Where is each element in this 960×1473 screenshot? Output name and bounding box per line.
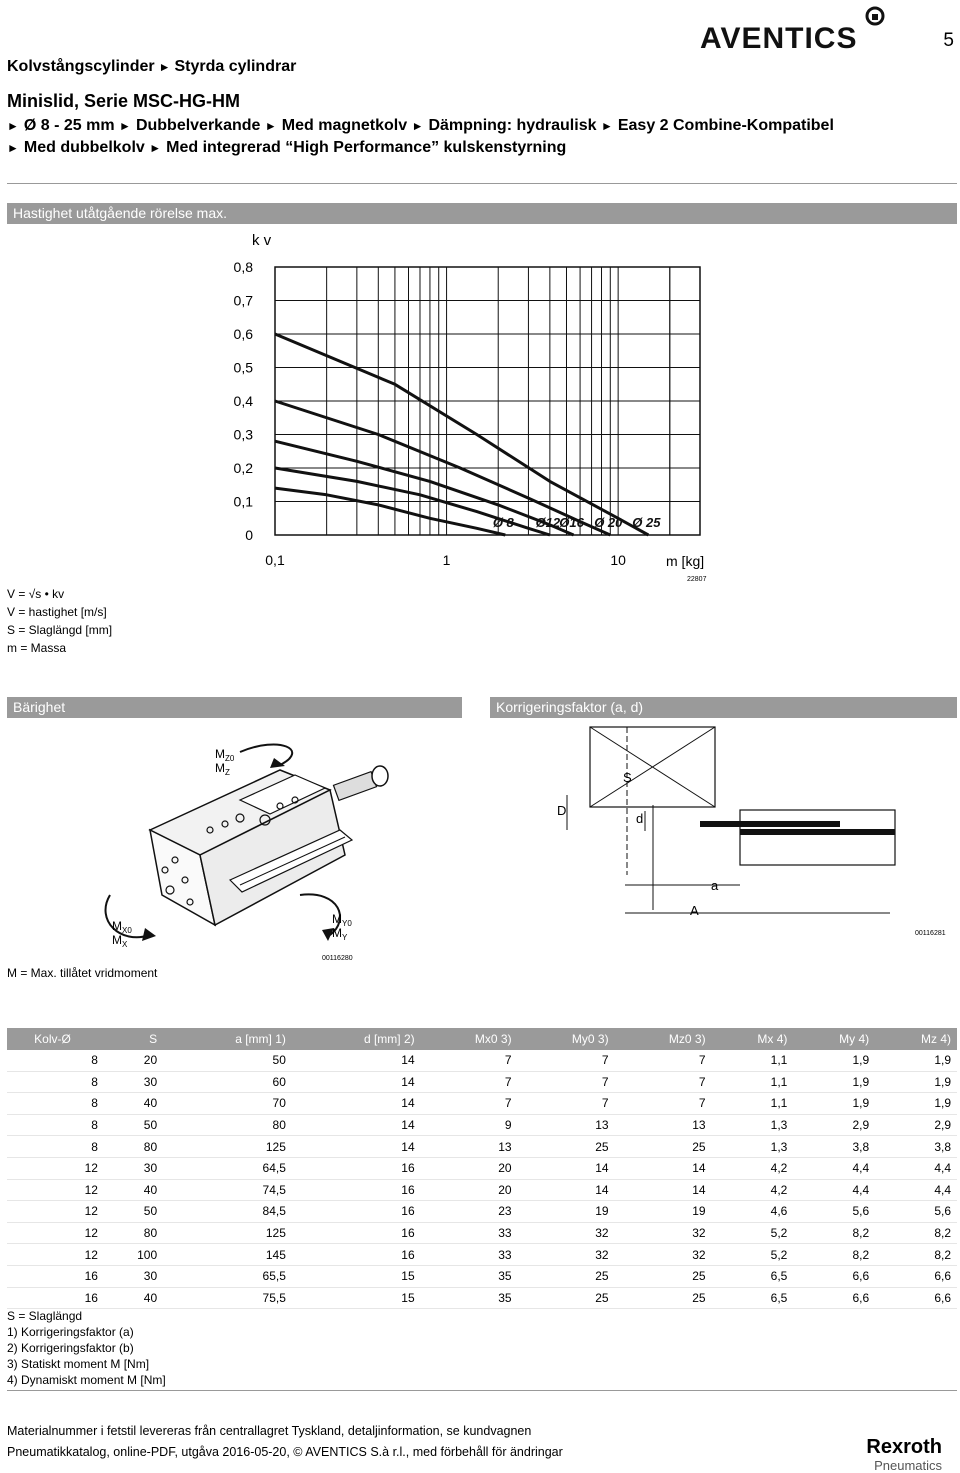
table-cell: 25 [518,1136,615,1158]
y-tick-label: 0,8 [233,259,253,275]
table-cell: 50 [104,1201,163,1223]
figure-code: 00116281 [915,930,946,937]
moment-note: M = Max. tillåtet vridmoment [7,966,158,980]
table-cell: 4,4 [875,1157,957,1179]
table-cell: 60 [163,1071,292,1093]
breadcrumb-item: Styrda cylindrar [174,58,297,75]
table-row [7,1050,957,1071]
feature-item: Med integrerad “High Performance” kulskenstyrning [166,139,567,156]
table-cell: 1,9 [875,1093,957,1115]
feature-item: Dämpning: hydraulisk [428,117,597,134]
label-mx: $M_X$ [112,933,128,949]
table-cell: 8 [7,1114,104,1136]
table-cell: 125 [163,1222,292,1244]
table-cell: 64,5 [163,1157,292,1179]
y-tick-label: 0,6 [233,326,253,342]
table-cell: 25 [615,1265,712,1287]
series-label: Ø 20 [594,515,623,530]
note-line: 4) Dynamiskt moment M [Nm] [7,1373,166,1387]
table-row [7,1071,957,1093]
column-header: Mx 4) [712,1028,794,1050]
table-cell: 13 [518,1114,615,1136]
table-cell: 5,6 [875,1201,957,1223]
label-my0: $M_{Y0}$ [332,912,352,928]
table-cell: 80 [163,1114,292,1136]
data-table [7,1028,957,1309]
label-a-large: A [690,903,699,918]
y-tick-label: 0,7 [233,292,253,309]
series-label: Ø12 [535,515,561,530]
table-cell: 14 [615,1179,712,1201]
rexroth-subbrand: Pneumatics [874,1458,942,1473]
label-mz0: $M_{Z0}$ [215,747,235,763]
table-cell: 6,6 [875,1265,957,1287]
table-cell: 7 [518,1071,615,1093]
table-row [7,1157,957,1179]
table-cell: 14 [292,1071,421,1093]
table-notes [7,1308,166,1388]
table-cell: 5,6 [793,1201,875,1223]
table-cell: 8 [7,1071,104,1093]
table-cell: 14 [292,1136,421,1158]
table-cell: 1,3 [712,1136,794,1158]
table-cell: 30 [104,1265,163,1287]
label-my: $M_Y$ [332,926,348,942]
table-cell: 70 [163,1093,292,1115]
table-cell: 33 [421,1244,518,1266]
table-cell: 14 [615,1157,712,1179]
table-cell: 16 [7,1265,104,1287]
label-d-small: d [636,811,644,826]
table-cell: 20 [104,1050,163,1071]
table-cell: 50 [104,1114,163,1136]
table-cell: 14 [518,1179,615,1201]
table-cell: 84,5 [163,1201,292,1223]
feature-item: Dubbelverkande [135,117,261,134]
x-tick-label: 1 [442,552,451,568]
table-cell: 16 [292,1201,421,1223]
table-cell: 6,6 [793,1287,875,1309]
label-mx0: $M_{X0}$ [112,919,132,935]
table-cell: 1,9 [793,1071,875,1093]
chart-code: 22807 [687,576,707,583]
table-cell: 125 [163,1136,292,1158]
table-cell: 32 [615,1222,712,1244]
table-row [7,1287,957,1309]
rexroth-logo [866,1436,942,1473]
table-cell: 12 [7,1244,104,1266]
table-cell: 12 [7,1179,104,1201]
column-header: Mz0 3) [615,1028,712,1050]
chart-grid [275,267,700,535]
table-cell: 12 [7,1157,104,1179]
legend-line: S = Slaglängd [mm] [7,623,113,637]
table-cell: 6,5 [712,1287,794,1309]
table-cell: 35 [421,1287,518,1309]
correction-diagram [545,725,955,940]
breadcrumb-item: Kolvstångscylinder [7,58,155,75]
page-title: Minislid, Serie MSC-HG-HM [7,91,241,111]
legend-line: m = Massa [7,641,67,655]
table-cell: 16 [292,1222,421,1244]
arrow-icon: ► [411,119,424,133]
column-header: d [mm] 2) [292,1028,421,1050]
table-cell: 14 [292,1093,421,1115]
table-cell: 100 [104,1244,163,1266]
rexroth-brand: Rexroth [866,1436,942,1458]
table-cell: 1,1 [712,1071,794,1093]
table-cell: 2,9 [793,1114,875,1136]
table-cell: 32 [518,1222,615,1244]
table-cell: 7 [615,1050,712,1071]
table-row [7,1179,957,1201]
arrow-icon: ► [600,119,613,133]
column-header: S [104,1028,163,1050]
table-cell: 32 [615,1244,712,1266]
arrow-icon: ► [7,119,19,133]
footer-line: Pneumatikkatalog, online-PDF, utgåva 2016-05-20, © AVENTICS S.à r.l., med förbehåll för ändringar [7,1445,563,1459]
table-cell: 8,2 [875,1244,957,1266]
table-header-row [7,1028,957,1050]
table-cell: 7 [615,1093,712,1115]
label-a-small: a [711,878,719,893]
table-cell: 13 [421,1136,518,1158]
page-number: 5 [943,30,954,51]
aventics-logo [700,4,890,50]
table-cell: 1,9 [793,1050,875,1071]
arrow-icon: ► [149,141,162,155]
table-cell: 4,4 [793,1157,875,1179]
table-cell: 19 [615,1201,712,1223]
slide-illustration [90,730,410,960]
table-cell: 7 [518,1050,615,1071]
table-cell: 8 [7,1093,104,1115]
column-header: Kolv-Ø [7,1028,104,1050]
table-row [7,1136,957,1158]
legend-line: V = √s • kv [7,587,65,601]
y-tick-label: 0,4 [233,393,253,409]
table-cell: 40 [104,1093,163,1115]
table-cell: 14 [292,1050,421,1071]
label-d-large: D [557,803,567,818]
column-header: a [mm] 1) [163,1028,292,1050]
table-row [7,1114,957,1136]
table-cell: 14 [518,1157,615,1179]
table-cell: 32 [518,1244,615,1266]
table-cell: 16 [7,1287,104,1309]
note-line: S = Slaglängd [7,1309,83,1323]
table-cell: 145 [163,1244,292,1266]
table-cell: 15 [292,1287,421,1309]
section-heading-speed: Hastighet utåtgående rörelse max. [7,203,957,224]
footer [7,1421,563,1463]
formula-legend [7,585,112,657]
table-cell: 16 [292,1244,421,1266]
table-cell: 4,6 [712,1201,794,1223]
table-cell: 5,2 [712,1222,794,1244]
label-s: S [623,770,632,785]
arrow-icon: ► [264,119,277,133]
column-header: My0 3) [518,1028,615,1050]
table-cell: 8 [7,1136,104,1158]
table-body [7,1050,957,1309]
table-cell: 1,1 [712,1093,794,1115]
table-cell: 30 [104,1071,163,1093]
table-cell: 4,2 [712,1157,794,1179]
series-label: Ø 25 [632,515,661,530]
table-cell: 30 [104,1157,163,1179]
table-cell: 20 [421,1157,518,1179]
figure-code: 00116280 [322,955,353,960]
feature-list [7,115,947,159]
legend-line: V = hastighet [m/s] [7,605,107,619]
table-cell: 7 [421,1050,518,1071]
column-header: My 4) [793,1028,875,1050]
table-cell: 1,3 [712,1114,794,1136]
feature-item: Ø 8 - 25 mm [23,117,115,134]
table-cell: 20 [421,1179,518,1201]
table-cell: 7 [421,1093,518,1115]
table-cell: 14 [292,1114,421,1136]
table-cell: 4,2 [712,1179,794,1201]
table-cell: 5,2 [712,1244,794,1266]
table-cell: 1,9 [875,1050,957,1071]
table-cell: 12 [7,1201,104,1223]
feature-item: Med dubbelkolv [23,139,145,156]
footer-line: Materialnummer i fetstil levereras från centrallagret Tyskland, detaljinformation, se kundvagnen [7,1424,532,1438]
table-row [7,1222,957,1244]
brand-text: AVENTICS [700,22,858,50]
table-cell: 7 [518,1093,615,1115]
section-heading-load: Bärighet [7,697,462,718]
table-cell: 33 [421,1222,518,1244]
table-cell: 1,9 [875,1071,957,1093]
table-cell: 74,5 [163,1179,292,1201]
table-cell: 1,1 [712,1050,794,1071]
table-cell: 4,4 [793,1179,875,1201]
table-cell: 12 [7,1222,104,1244]
table-cell: 80 [104,1222,163,1244]
feature-item: Easy 2 Combine-Kompatibel [617,117,834,134]
arrow-icon: ► [119,119,131,133]
table-cell: 2,9 [875,1114,957,1136]
x-tick-label: 10 [610,552,626,568]
table-cell: 7 [421,1071,518,1093]
table-cell: 8,2 [793,1222,875,1244]
table-cell: 6,5 [712,1265,794,1287]
table-cell: 80 [104,1136,163,1158]
table-cell: 6,6 [875,1287,957,1309]
table-row [7,1201,957,1223]
table-cell: 16 [292,1179,421,1201]
table-cell: 4,4 [875,1179,957,1201]
arrow-icon: ► [7,141,19,155]
table-cell: 25 [518,1287,615,1309]
table-cell: 65,5 [163,1265,292,1287]
feature-item: Med magnetkolv [281,117,408,134]
table-cell: 7 [615,1071,712,1093]
arrow-icon: ► [158,60,171,74]
y-tick-label: 0,2 [233,460,253,476]
series-label: Ø16 [559,515,584,530]
table-cell: 40 [104,1179,163,1201]
table-cell: 15 [292,1265,421,1287]
table-cell: 9 [421,1114,518,1136]
table-cell: 35 [421,1265,518,1287]
label-mz: $M_Z$ [215,761,230,777]
table-row [7,1265,957,1287]
table-cell: 8,2 [793,1244,875,1266]
table-cell: 6,6 [793,1265,875,1287]
table-cell: 23 [421,1201,518,1223]
y-tick-label: 0,5 [233,359,253,376]
x-tick-label: 0,1 [265,552,285,568]
table-cell: 40 [104,1287,163,1309]
table-cell: 13 [615,1114,712,1136]
table-cell: 8 [7,1050,104,1071]
divider [7,183,957,184]
breadcrumb [7,58,296,76]
table-row [7,1244,957,1266]
note-line: 3) Statiskt moment M [Nm] [7,1357,150,1371]
column-header: Mz 4) [875,1028,957,1050]
table-cell: 3,8 [793,1136,875,1158]
divider [7,1390,957,1391]
table-cell: 50 [163,1050,292,1071]
note-line: 1) Korrigeringsfaktor (a) [7,1325,134,1339]
speed-chart [230,225,730,605]
column-header: Mx0 3) [421,1028,518,1050]
section-heading-correction: Korrigeringsfaktor (a, d) [490,697,957,718]
table-cell: 1,9 [793,1093,875,1115]
table-cell: 75,5 [163,1287,292,1309]
table-cell: 25 [518,1265,615,1287]
table-row [7,1093,957,1115]
y-tick-label: 0 [245,527,253,543]
table-cell: 16 [292,1157,421,1179]
y-tick-label: 0,3 [233,426,253,443]
y-tick-label: 0,1 [233,493,253,510]
note-line: 2) Korrigeringsfaktor (b) [7,1341,134,1355]
series-label: Ø 8 [492,515,514,530]
x-axis-label: m [kg] [666,553,705,569]
table-cell: 8,2 [875,1222,957,1244]
table-cell: 19 [518,1201,615,1223]
y-axis-label: k v [252,232,272,249]
table-cell: 25 [615,1287,712,1309]
table-cell: 25 [615,1136,712,1158]
table-cell: 3,8 [875,1136,957,1158]
